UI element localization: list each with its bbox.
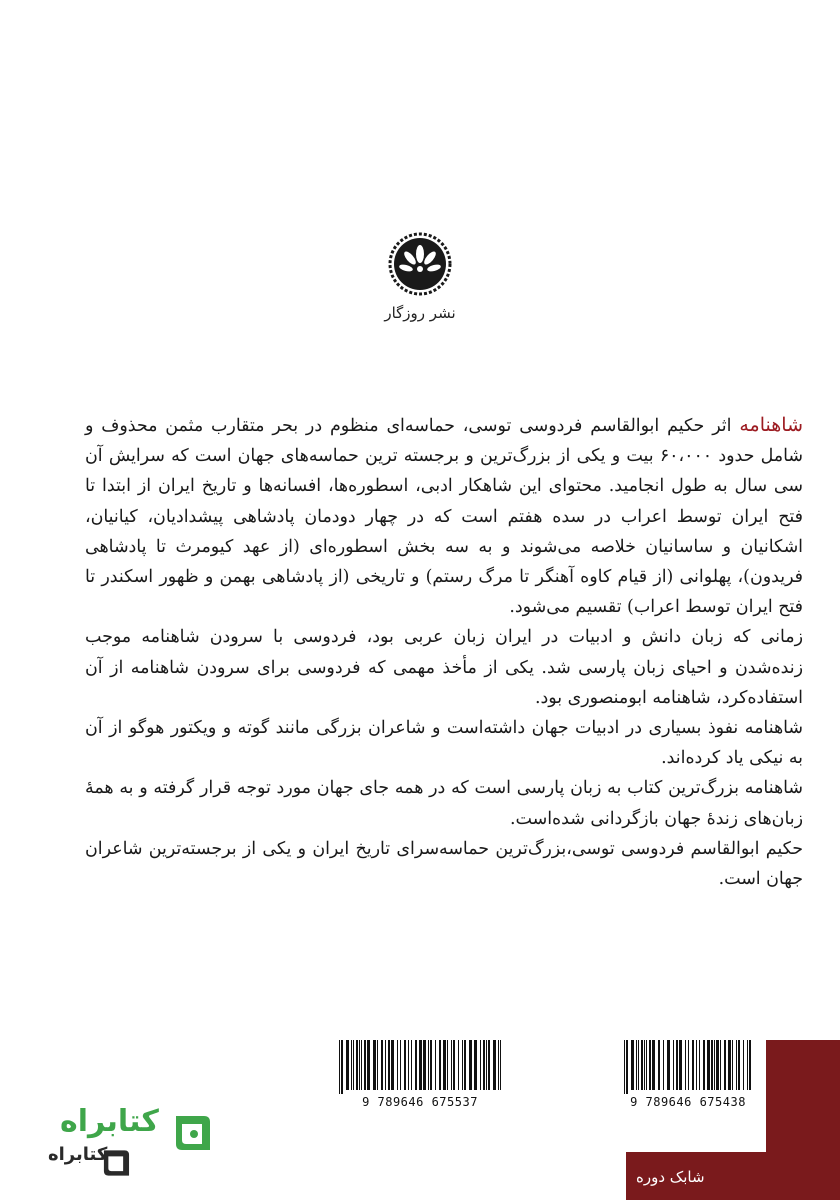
barcode-bar bbox=[636, 1040, 637, 1090]
barcode-bar bbox=[439, 1040, 441, 1090]
blurb-paragraph bbox=[85, 410, 803, 622]
barcode-bar bbox=[453, 1040, 455, 1090]
barcode-bar bbox=[411, 1040, 412, 1090]
barcode-bar bbox=[423, 1040, 426, 1090]
watermark-text: کتابراه bbox=[60, 1104, 159, 1139]
barcode-bar bbox=[649, 1040, 651, 1090]
barcode-bar bbox=[480, 1040, 481, 1090]
blurb-paragraph: زمانی که زبان دانش و ادبیات در ایران زبان عربی بود، فردوسی با سرودن شاهنامه موجب زنده‌شدن و احیای زبان پارسی شد. یکی از مأخذ مهمی که فردوسی برای سرودن شاهنامه از آن استفاده‌کرد، شاهنامه ابومنصوری بود. bbox=[85, 627, 803, 708]
barcode-bar bbox=[720, 1040, 721, 1090]
barcode-bar bbox=[404, 1040, 406, 1090]
barcode-bar bbox=[658, 1040, 660, 1090]
barcode-bar bbox=[736, 1040, 737, 1090]
barcode-bar bbox=[346, 1040, 349, 1090]
barcode-bar bbox=[356, 1040, 358, 1090]
blurb-paragraph-1-text: اثر حکیم ابوالقاسم فردوسی توسی، حماسه‌ای منظوم در بحر متقارب مثمن محذوف و شامل حدود ۶۰،۰۰۰ بیت و یکی از بزرگ‌ترین و برجسته ترین حماسه‌های جهان است که سرایش آن سی سال به طول انجامید. محتوای این شاهکار ادبی، اسطوره‌ها، افسانه‌ها و تاریخ ایران از ابتدا تا فتح ایران توسط اعراب در سده هفتم است که در چهار دودمان پادشاهی پیشدادیان، کیانیان، اشکانیان و ساسانیان خلاصه می‌شوند و به سه بخش اسطوره‌ای (از عهد کیومرث تا پادشاهی فریدون)، پهلوانی (از قیام کاوه آهنگر تا مرگ رستم) و تاریخی (از پادشاهی بهمن و ظهور اسکندر تا فتح ایران توسط اعراب) تقسیم می‌شود. bbox=[85, 416, 803, 618]
barcode-bar bbox=[663, 1040, 664, 1090]
barcode-bar bbox=[364, 1040, 366, 1090]
barcode-bar bbox=[341, 1040, 343, 1094]
barcode-bar bbox=[498, 1040, 499, 1090]
barcode-bar bbox=[428, 1040, 429, 1090]
barcode-bar bbox=[458, 1040, 459, 1090]
barcode-bar bbox=[361, 1040, 362, 1090]
barcode-bar bbox=[385, 1040, 386, 1090]
blurb-paragraph: حکیم ابوالقاسم فردوسی توسی،بزرگ‌ترین حماسه‌سرای تاریخ ایران و یکی از برجسته‌ترین شاعران جهان است. bbox=[85, 838, 803, 890]
barcode-bar bbox=[747, 1040, 748, 1090]
green-book-icon bbox=[168, 1110, 214, 1156]
watermark bbox=[18, 1100, 218, 1190]
barcode-bar bbox=[732, 1040, 733, 1090]
book-title-word: شاهنامه bbox=[739, 414, 803, 436]
barcode-bar bbox=[367, 1040, 370, 1090]
set-isbn-barcode bbox=[620, 1040, 790, 1109]
barcode-bar bbox=[391, 1040, 394, 1090]
barcode-bar bbox=[676, 1040, 678, 1090]
watermark-subtext: کتابراه bbox=[48, 1144, 108, 1165]
back-cover-blurb bbox=[85, 410, 803, 894]
barcode-bar bbox=[724, 1040, 726, 1090]
barcode-bar bbox=[388, 1040, 390, 1090]
barcode-bar bbox=[631, 1040, 634, 1090]
barcode-bar bbox=[474, 1040, 477, 1090]
publisher-logo bbox=[368, 232, 472, 342]
barcode-bar bbox=[339, 1040, 340, 1094]
barcode-bar bbox=[743, 1040, 744, 1090]
barcode-bar bbox=[673, 1040, 674, 1090]
blurb-paragraph: شاهنامه نفوذ بسیاری در ادبیات جهان داشته‌است و شاعران بزرگی مانند گوته و ویکتور هوگو از آن به نیکی یاد کرده‌اند. bbox=[85, 718, 803, 769]
barcode-bar bbox=[486, 1040, 487, 1090]
barcode-bar bbox=[638, 1040, 639, 1090]
barcode-bar bbox=[667, 1040, 670, 1090]
barcode-bar bbox=[483, 1040, 485, 1090]
barcode-bars bbox=[620, 1040, 756, 1094]
barcode-bar bbox=[377, 1040, 378, 1090]
blurb-paragraph: شاهنامه بزرگ‌ترین کتاب به زبان پارسی است که در همه جای جهان مورد توجه قرار گرفته و به همهٔ زبان‌های زندهٔ جهان بازگردانی شده‌است. bbox=[85, 778, 803, 829]
barcode-bar bbox=[447, 1040, 448, 1090]
barcode-bar bbox=[696, 1040, 697, 1090]
barcode-bar bbox=[419, 1040, 422, 1090]
publisher-name: نشر روزگار bbox=[384, 304, 456, 322]
isbn-barcode bbox=[335, 1040, 505, 1109]
barcode-bar bbox=[469, 1040, 472, 1090]
barcode-bar bbox=[415, 1040, 417, 1090]
barcode-bar bbox=[692, 1040, 694, 1090]
barcode-bar bbox=[381, 1040, 383, 1090]
barcode-bar bbox=[716, 1040, 719, 1090]
barcode-bar bbox=[688, 1040, 689, 1090]
flower-seal-icon bbox=[388, 232, 452, 296]
barcode-bar bbox=[714, 1040, 715, 1090]
barcode-bar bbox=[500, 1040, 501, 1090]
barcode-bar bbox=[626, 1040, 628, 1094]
barcode-bar bbox=[435, 1040, 436, 1090]
barcode-bar bbox=[408, 1040, 409, 1090]
barcode-bar bbox=[685, 1040, 686, 1090]
barcode-bar bbox=[738, 1040, 740, 1090]
barcode-bar bbox=[624, 1040, 625, 1094]
set-isbn-label: شابک دوره bbox=[636, 1168, 705, 1186]
barcode-bar bbox=[646, 1040, 647, 1090]
barcode-bar bbox=[728, 1040, 731, 1090]
barcode-bar bbox=[451, 1040, 452, 1090]
barcode-bar bbox=[652, 1040, 655, 1090]
barcode-bar bbox=[679, 1040, 682, 1090]
barcode-bar bbox=[493, 1040, 496, 1090]
barcode-bar bbox=[443, 1040, 446, 1090]
barcode-bar bbox=[711, 1040, 713, 1090]
barcode-bar bbox=[373, 1040, 376, 1090]
isbn-number: 9 789646 675537 bbox=[362, 1095, 478, 1109]
barcode-bar bbox=[397, 1040, 398, 1090]
barcode-bars bbox=[335, 1040, 505, 1094]
barcode-bar bbox=[699, 1040, 700, 1090]
barcode-bar bbox=[749, 1040, 751, 1090]
barcode-bar bbox=[351, 1040, 352, 1090]
barcode-bar bbox=[644, 1040, 645, 1090]
barcode-bar bbox=[488, 1040, 490, 1090]
barcode-bar bbox=[400, 1040, 401, 1090]
barcode-bar bbox=[353, 1040, 354, 1090]
set-isbn-number: 9 789646 675438 bbox=[630, 1095, 746, 1109]
barcode-bar bbox=[641, 1040, 643, 1090]
barcode-bar bbox=[464, 1040, 466, 1090]
barcode-bar bbox=[359, 1040, 360, 1090]
barcode-bar bbox=[707, 1040, 710, 1090]
barcode-bar bbox=[462, 1040, 463, 1090]
barcode-bar bbox=[430, 1040, 432, 1090]
barcode-bar bbox=[703, 1040, 705, 1090]
